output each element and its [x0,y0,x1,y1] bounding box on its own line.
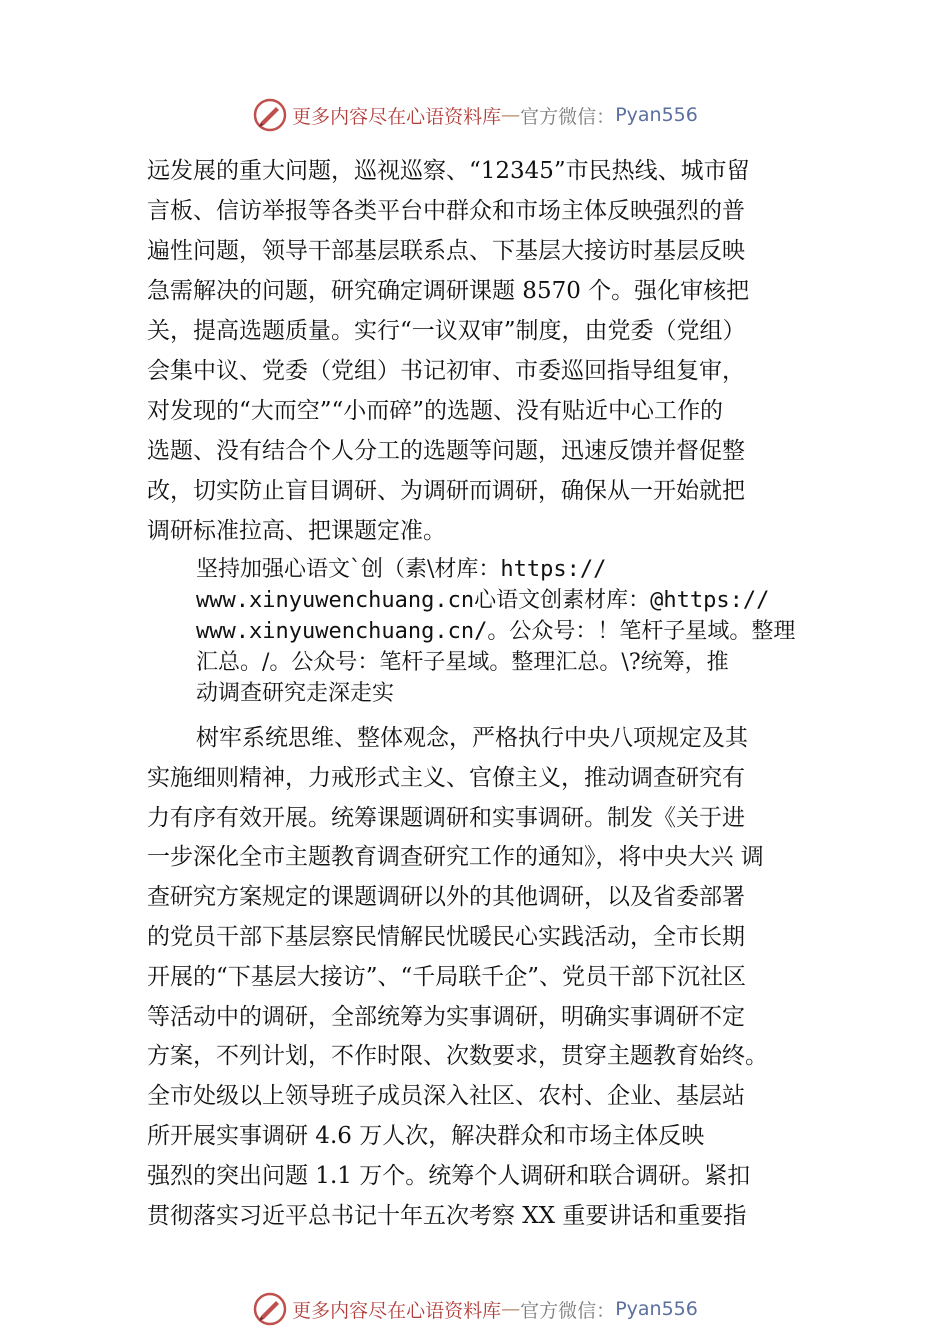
text-line: 遍性问题，领导干部基层联系点、下基层大接访时基层反映 [147,238,745,264]
heading-url: www.xinyuwenchuang.cn/ [196,619,488,644]
heading-url: www.xinyuwenchuang.cn [196,588,475,613]
banner-wechat-label: 官方微信： [520,1299,616,1322]
text-line: 调研标准拉高、把课题定准。 [147,518,446,544]
text-line: 对发现的“大而空”“小而碎”的选题、没有贴近中心工作的 [147,398,724,424]
heading-text: 。公众号：！笔杆子星域。整理 [487,619,796,644]
text-line: 会集中议、党委（党组）书记初审、市委巡回指导组复审， [147,358,745,384]
text-line: 查研究方案规定的课题调研以外的其他调研，以及省委部署 [147,884,745,910]
text-line: 全市处级以上领导班子成员深入社区、农村、企业、基层站 [147,1083,745,1109]
text-line: 方案，不列计划，不作时限、次数要求，贯穿主题教育始终。 [147,1043,768,1069]
heading-line [196,555,606,585]
pen-logo-icon [252,97,288,133]
text-line: 急需解决的问题，研究确定调研课题 8570 个。强化审核把 [147,278,750,304]
heading-line [196,586,769,616]
text-line: 贯彻落实习近平总书记十年五次考察 XX 重要讲话和重要指 [147,1203,747,1229]
text-line: 的党员干部下基层察民情解民忧暖民心实践活动，全市长期 [147,924,745,950]
text-line: 一步深化全市主题教育调查研究工作的通知》，将中央大兴 调 [147,844,764,870]
heading-url: @https:// [650,588,770,613]
banner-wechat-label: 官方微信： [520,105,616,128]
text-line: 关，提高选题质量。实行“一议双审”制度，由党委（党组） [147,318,746,344]
pen-logo-icon [252,1291,288,1327]
heading-text: 心语文创素材库： [474,588,651,613]
text-line: 树牢系统思维、整体观念，严格执行中央八项规定及其 [196,725,748,751]
text-line: 强烈的突出问题 1.1 万个。统筹个人调研和联合调研。紧扣 [147,1163,751,1189]
header-banner [0,95,950,135]
text-line: 改，切实防止盲目调研、为调研而调研，确保从一开始就把 [147,478,745,504]
heading-text: 坚持加强心语文`创（素\材库： [196,557,501,582]
text-line: 远发展的重大问题，巡视巡察、“12345”市民热线、城市留 [147,158,750,184]
banner-wechat-id: Pyan556 [615,104,698,126]
text-line: 等活动中的调研，全部统筹为实事调研，明确实事调研不定 [147,1004,745,1030]
text-line: 力有序有效开展。统筹课题调研和实事调研。制发《关于进 [147,805,745,831]
heading-line: 汇总。/。公众号：笔杆子星域。整理汇总。\?统筹，推 [196,650,729,675]
heading-line: 动调查研究走深走实 [196,681,395,706]
banner-dash: — [501,1298,521,1320]
text-line: 所开展实事调研 4.6 万人次，解决群众和市场主体反映 [147,1123,705,1149]
text-line: 实施细则精神，力戒形式主义、官僚主义，推动调查研究有 [147,765,745,791]
banner-title: 更多内容尽在心语资料库 [292,105,502,128]
banner-dash: — [501,104,521,126]
heading-url: https:// [500,557,607,582]
banner-wechat-id: Pyan556 [615,1298,698,1320]
text-line: 开展的“下基层大接访”、“千局联千企”、党员干部下沉社区 [147,964,747,990]
banner-title: 更多内容尽在心语资料库 [292,1299,502,1322]
text-line: 言板、信访举报等各类平台中群众和市场主体反映强烈的普 [147,198,745,224]
text-line: 选题、没有结合个人分工的选题等问题，迅速反馈并督促整 [147,438,745,464]
heading-line [196,617,795,647]
footer-banner [0,1289,950,1329]
